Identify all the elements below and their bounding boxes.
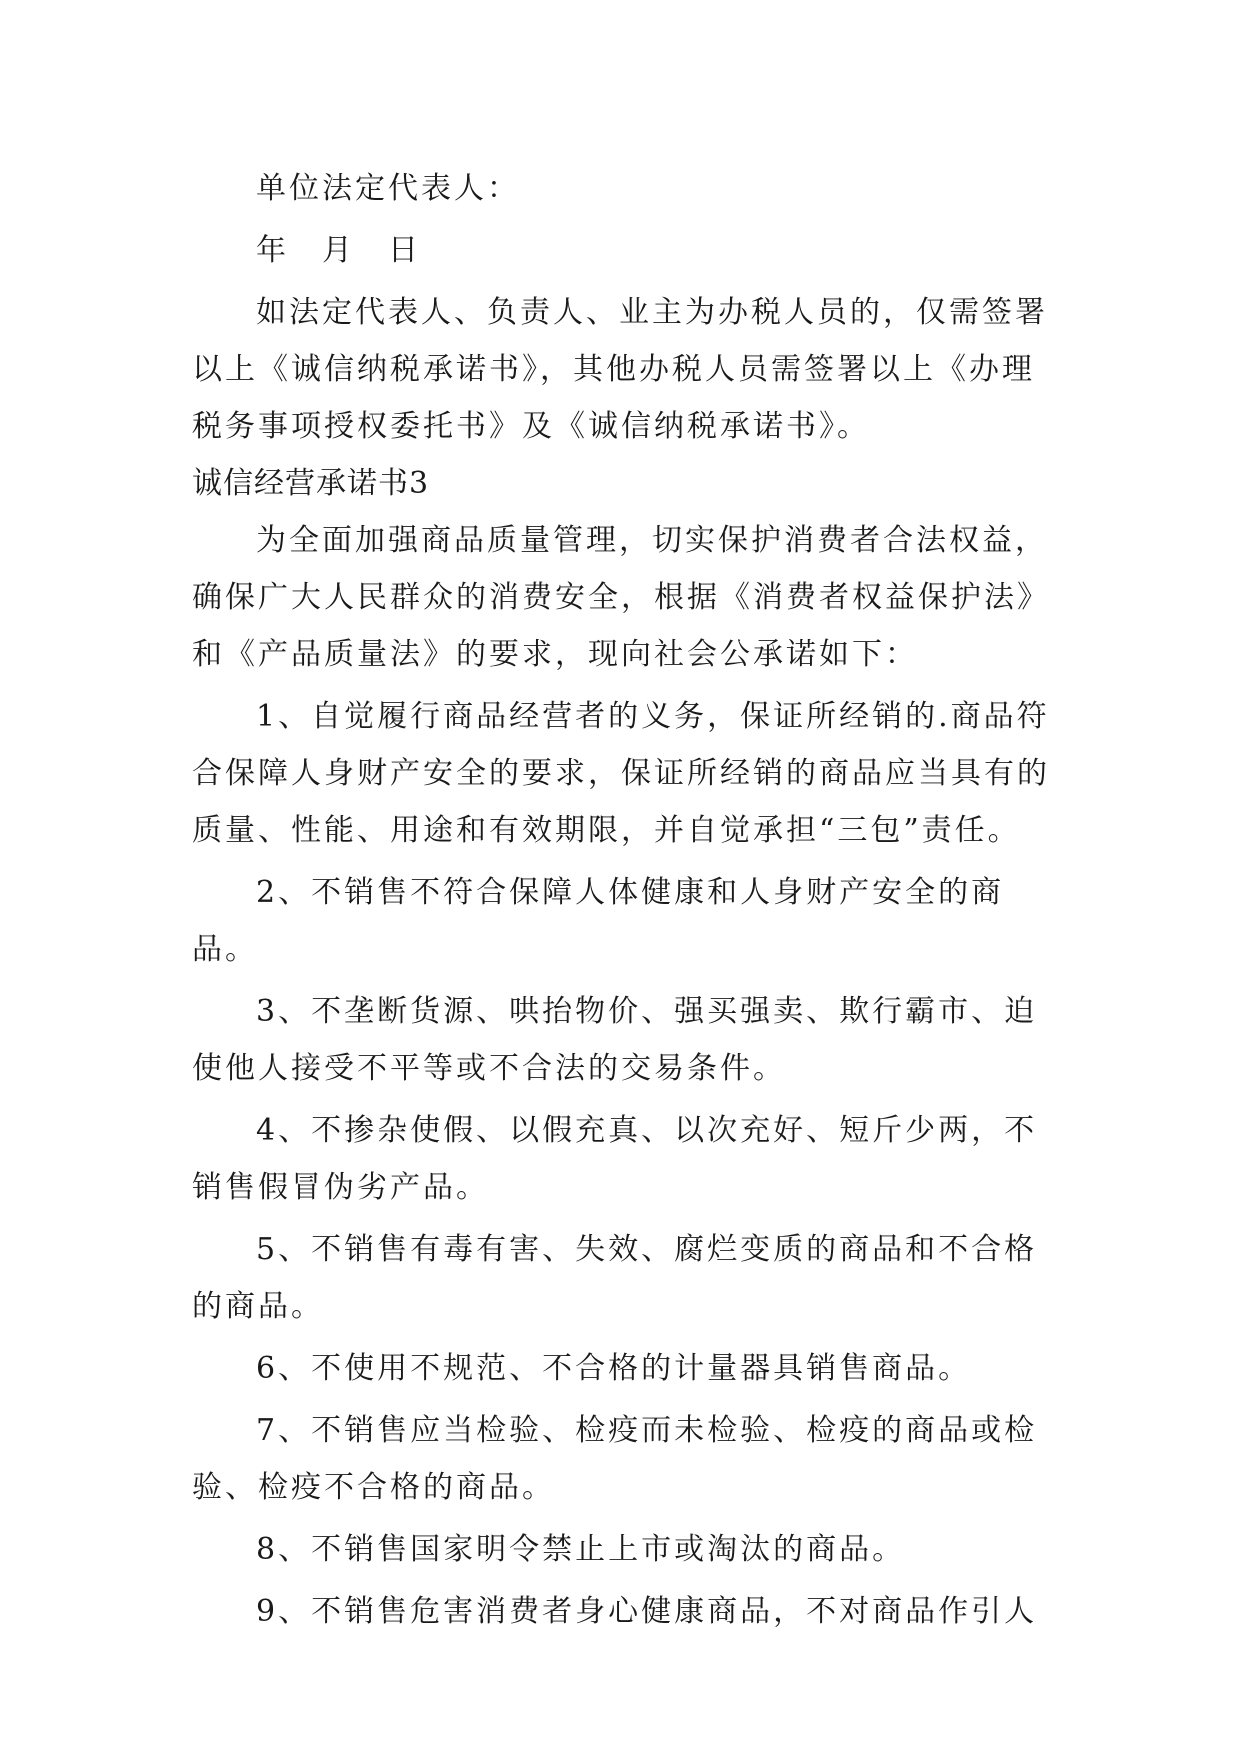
document-body [192,160,1050,1645]
commitment-item-5: 5、不销售有毒有害、失效、腐烂变质的商品和不合格的商品。 [192,1232,1038,1324]
commitment-item-8: 8、不销售国家明令禁止上市或淘汰的商品。 [256,1532,906,1567]
date-line: 年 月 日 [256,233,421,268]
intro-paragraph: 为全面加强商品质量管理，切实保护消费者合法权益，确保广大人民群众的消费安全，根据《消费者权益保护法》和《产品质量法》的要求，现向社会公承诺如下： [192,523,1050,672]
note-paragraph: 如法定代表人、负责人、业主为办税人员的，仅需签署以上《诚信纳税承诺书》，其他办税人员需签署以上《办理税务事项授权委托书》及《诚信纳税承诺书》。 [192,295,1048,444]
commitment-item-6: 6、不使用不规范、不合格的计量器具销售商品。 [256,1351,972,1386]
commitment-item-2: 2、不销售不符合保障人体健康和人身财产安全的商品。 [192,875,1005,967]
commitment-item-4: 4、不掺杂使假、以假充真、以次充好、短斤少两，不销售假冒伪劣产品。 [192,1113,1038,1205]
commitment-item-7: 7、不销售应当检验、检疫而未检验、检疫的商品或检验、检疫不合格的商品。 [192,1413,1038,1505]
commitment-item-9: 9、不销售危害消费者身心健康商品，不对商品作引人 [256,1594,1038,1629]
commitment-item-1: 1、自觉履行商品经营者的义务，保证所经销的.商品符合保障人身财产安全的要求，保证所经销的商品应当具有的质量、性能、用途和有效期限，并自觉承担“三包”责任。 [192,699,1050,848]
section-title: 诚信经营承诺书3 [192,466,430,501]
signature-line: 单位法定代表人： [256,171,520,206]
commitment-item-3: 3、不垄断货源、哄抬物价、强买强卖、欺行霸市、迫使他人接受不平等或不合法的交易条件。 [192,994,1038,1086]
